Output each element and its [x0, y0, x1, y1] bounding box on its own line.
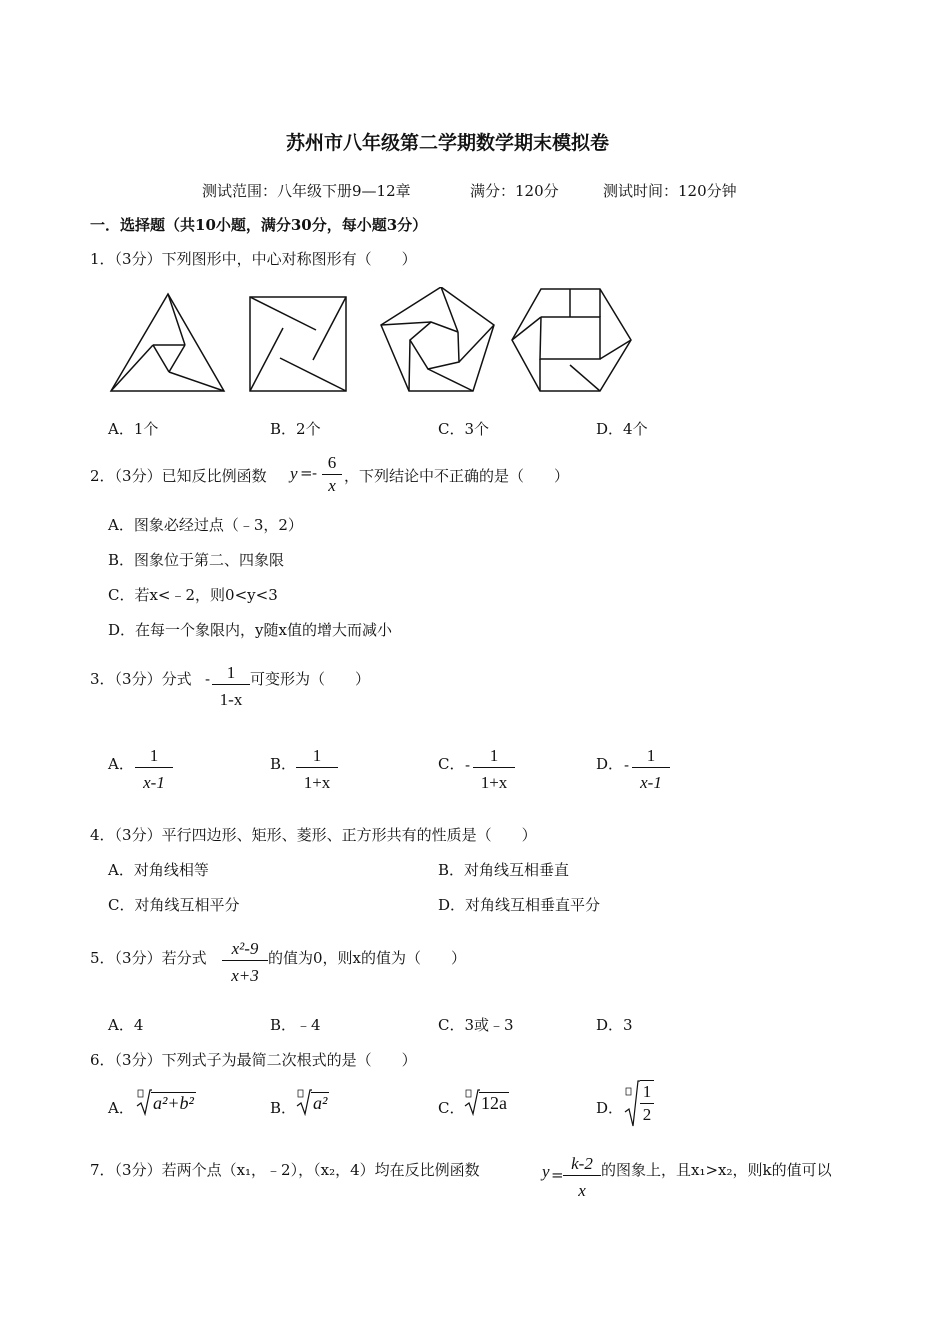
q6-option-a-radicand: a²+b² [153, 1093, 194, 1113]
question-7-suffix: 的图象上，且x₁>x₂，则k的值可以 [601, 1161, 832, 1179]
section-heading: 一．选择题（共10小题，满分30分，每小题3分） [90, 216, 428, 234]
q3-option-b-bar [296, 767, 338, 768]
square-pinwheel-figure [250, 297, 346, 391]
question-7-prefix: 7．（3分）若两个点（x₁，﹣2），（x₂，4）均在反比例函数 [90, 1161, 480, 1179]
q7-equals: = [551, 1166, 564, 1184]
q2-minus: - [312, 464, 318, 482]
q6-option-c-radicand: 12a [481, 1093, 507, 1113]
q2-option-b[interactable]: B．图象位于第二、四象限 [108, 551, 285, 569]
q5-option-c[interactable]: C．3或﹣3 [438, 1016, 514, 1034]
q3-option-a-bar [135, 767, 173, 768]
q6-option-d-numerator: 1 [642, 1082, 652, 1101]
q3-option-c-letter[interactable]: C． [438, 755, 465, 773]
test-time: 测试时间：120分钟 [603, 182, 737, 200]
q6-option-d-letter[interactable]: D． [596, 1099, 624, 1117]
question-2-suffix: ，下列结论中不正确的是（ ） [344, 467, 570, 485]
q6-option-c-letter[interactable]: C． [438, 1099, 465, 1117]
q6-option-c-radical-sign [464, 1088, 480, 1116]
q3-option-b-numerator: 1 [312, 746, 322, 765]
q7-fraction [563, 1153, 601, 1202]
question-3-prefix: 3．（3分）分式 [90, 670, 192, 688]
q5-option-b[interactable]: B．﹣4 [270, 1016, 321, 1034]
question-4-stem: 4．（3分）平行四边形、矩形、菱形、正方形共有的性质是（ ） [90, 826, 537, 844]
q6-option-b-letter[interactable]: B． [270, 1099, 297, 1117]
hexagon-pinwheel-figure [512, 289, 631, 391]
page-title: 苏州市八年级第二学期数学期末模拟卷 [286, 132, 610, 154]
q2-equals: = [300, 464, 313, 482]
q1-figures [100, 287, 660, 407]
full-score: 满分：120分 [470, 182, 559, 200]
q4-option-a[interactable]: A．对角线相等 [108, 861, 209, 879]
question-3-suffix: 可变形为（ ） [250, 670, 371, 688]
q3-option-a-numerator: 1 [149, 746, 159, 765]
q3-numerator: 1 [226, 663, 236, 682]
q3-option-b-fraction[interactable] [296, 745, 338, 794]
q1-option-a[interactable]: A．1个 [108, 420, 159, 438]
q3-option-d-numerator: 1 [646, 746, 656, 765]
test-range: 测试范围：八年级下册9—12章 [202, 182, 411, 200]
question-5-prefix: 5．（3分）若分式 [90, 949, 207, 967]
question-5-suffix: 的值为0，则x的值为（ ） [268, 949, 467, 967]
q3-option-d-fraction[interactable] [632, 745, 670, 794]
q3-option-c-sign: - [465, 756, 471, 774]
q3-minus: - [205, 670, 211, 688]
q2-numerator: 6 [327, 453, 337, 472]
q3-option-d-bar [632, 767, 670, 768]
q1-option-c[interactable]: C．3个 [438, 420, 490, 438]
pentagon-pinwheel-figure [381, 287, 494, 391]
q4-option-d[interactable]: D．对角线互相垂直平分 [438, 896, 601, 914]
q7-denominator: x [578, 1181, 586, 1200]
q3-option-d-letter[interactable]: D． [596, 755, 624, 773]
question-2-prefix: 2．（3分）已知反比例函数 [90, 467, 267, 485]
q6-option-a-letter[interactable]: A． [108, 1099, 134, 1117]
q6-option-a-radical-sign [136, 1088, 152, 1116]
q3-option-b-letter[interactable]: B． [270, 755, 297, 773]
q6-option-d-radical-sign [624, 1080, 640, 1130]
q3-option-a-denominator: x-1 [143, 773, 165, 792]
q6-option-d-denominator: 2 [642, 1105, 652, 1124]
q5-option-d[interactable]: D．3 [596, 1016, 633, 1034]
q5-fraction [222, 938, 268, 987]
q2-option-d[interactable]: D．在每一个象限内，y随x值的增大而减小 [108, 621, 392, 639]
q5-denominator: x+3 [231, 966, 259, 985]
q1-option-d[interactable]: D．4个 [596, 420, 648, 438]
q2-y-var: y [290, 464, 298, 483]
q3-option-c-fraction[interactable] [473, 745, 515, 794]
q3-option-d-denominator: x-1 [640, 773, 662, 792]
q7-y-var: y [542, 1162, 550, 1181]
q4-option-c[interactable]: C．对角线互相平分 [108, 896, 240, 914]
q3-option-d-sign: - [624, 756, 630, 774]
q6-option-d-fraction [640, 1080, 654, 1126]
q5-fraction-bar [222, 960, 268, 961]
q6-option-b-radical-sign [296, 1088, 312, 1116]
q3-denominator: 1-x [219, 690, 243, 709]
q2-option-c[interactable]: C．若x<﹣2，则0<y<3 [108, 586, 278, 604]
q3-option-a-letter[interactable]: A． [108, 755, 134, 773]
q3-option-c-numerator: 1 [489, 746, 499, 765]
q5-option-a[interactable]: A．4 [108, 1016, 144, 1034]
q2-fraction [322, 452, 342, 497]
q6-option-b-radicand: a² [313, 1093, 328, 1113]
q7-fraction-bar [563, 1175, 601, 1176]
q7-numerator: k-2 [571, 1154, 593, 1173]
question-6-stem: 6．（3分）下列式子为最简二次根式的是（ ） [90, 1051, 417, 1069]
q3-option-c-denominator: 1+x [480, 773, 508, 792]
q4-option-b[interactable]: B．对角线互相垂直 [438, 861, 570, 879]
q3-option-c-bar [473, 767, 515, 768]
q3-option-b-denominator: 1+x [303, 773, 331, 792]
question-1-stem: 1．（3分）下列图形中，中心对称图形有（ ） [90, 250, 417, 268]
q2-denominator: x [328, 476, 336, 495]
q3-option-a-fraction[interactable] [135, 745, 173, 794]
triangle-pinwheel-figure [111, 294, 224, 391]
q3-fraction-bar [212, 684, 250, 685]
q1-option-b[interactable]: B．2个 [270, 420, 321, 438]
q3-fraction [212, 662, 250, 711]
q2-option-a[interactable]: A．图象必经过点（﹣3，2） [108, 516, 303, 534]
q5-numerator: x²-9 [231, 939, 259, 958]
